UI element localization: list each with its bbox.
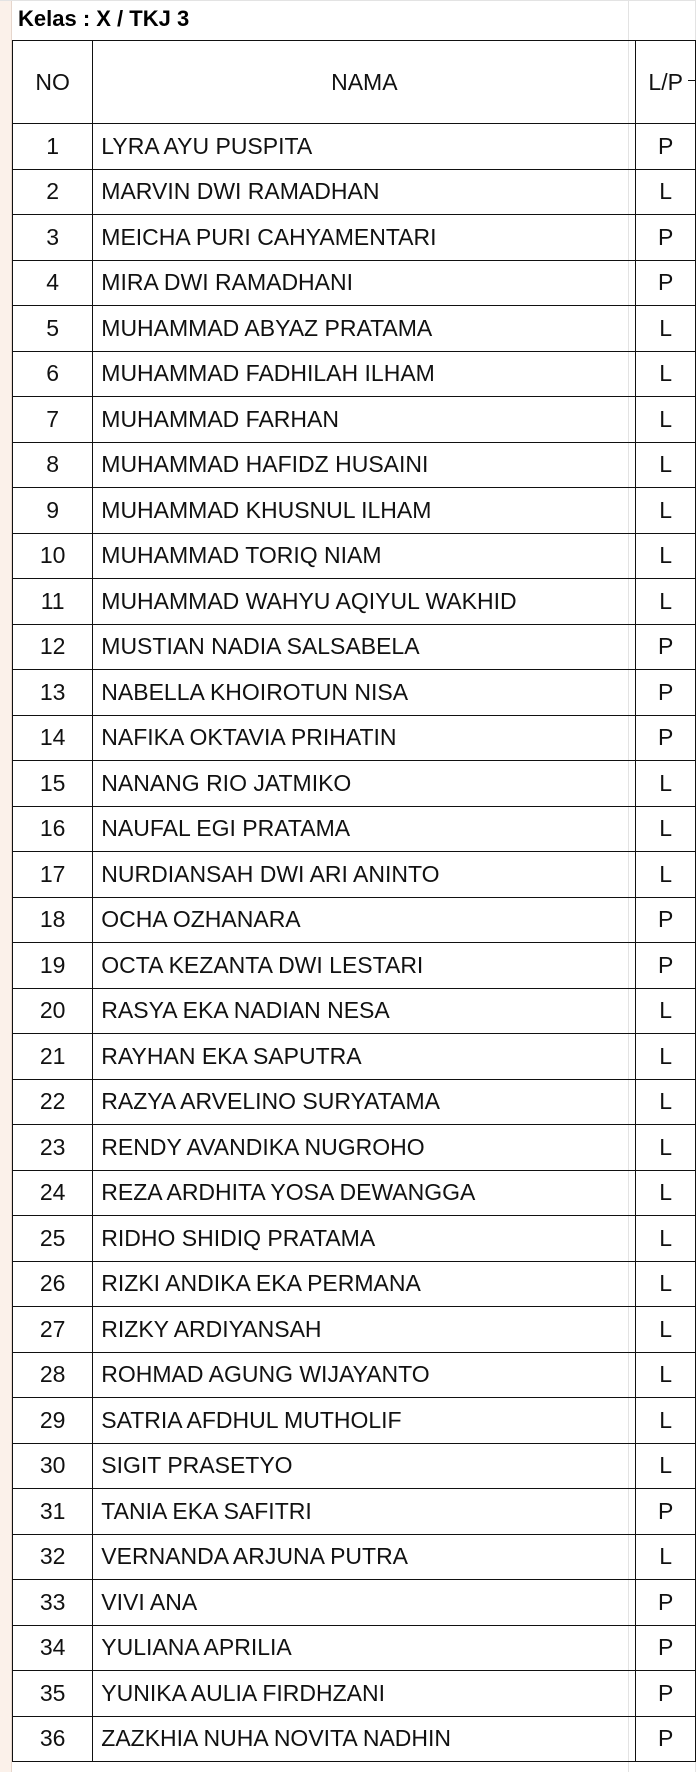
table-row xyxy=(13,1216,696,1262)
row-nama-cell[interactable]: REZA ARDHITA YOSA DEWANGGA xyxy=(93,1170,636,1216)
row-no-cell[interactable]: 14 xyxy=(13,715,93,761)
row-no-cell[interactable]: 23 xyxy=(13,1125,93,1171)
row-nama-cell[interactable]: OCTA KEZANTA DWI LESTARI xyxy=(93,943,636,989)
table-row xyxy=(13,670,696,716)
row-nama-cell[interactable]: SIGIT PRASETYO xyxy=(93,1443,636,1489)
table-row xyxy=(13,897,696,943)
row-lp-cell[interactable]: L xyxy=(636,852,696,898)
row-lp-cell[interactable]: L xyxy=(636,761,696,807)
row-no-cell[interactable]: 5 xyxy=(13,306,93,352)
row-no-cell[interactable]: 24 xyxy=(13,1170,93,1216)
row-nama-cell[interactable]: MUHAMMAD KHUSNUL ILHAM xyxy=(93,488,636,534)
row-no-cell[interactable]: 29 xyxy=(13,1398,93,1444)
table-row xyxy=(13,1170,696,1216)
row-nama-cell[interactable]: RAZYA ARVELINO SURYATAMA xyxy=(93,1079,636,1125)
row-lp-cell[interactable]: L xyxy=(636,488,696,534)
row-lp-cell[interactable]: L xyxy=(636,169,696,215)
row-no-cell[interactable]: 13 xyxy=(13,670,93,716)
row-nama-cell[interactable]: RAYHAN EKA SAPUTRA xyxy=(93,1034,636,1080)
row-nama-cell[interactable]: ZAZKHIA NUHA NOVITA NADHIN xyxy=(93,1716,636,1762)
row-lp-cell[interactable]: L xyxy=(636,533,696,579)
row-lp-cell[interactable]: L xyxy=(636,1216,696,1262)
table-row xyxy=(13,1307,696,1353)
row-lp-cell[interactable]: L xyxy=(636,1079,696,1125)
row-nama-cell[interactable]: SATRIA AFDHUL MUTHOLIF xyxy=(93,1398,636,1444)
row-nama-cell[interactable]: VIVI ANA xyxy=(93,1580,636,1626)
table-row xyxy=(13,488,696,534)
row-lp-cell[interactable]: L xyxy=(636,1307,696,1353)
row-nama-cell[interactable]: LYRA AYU PUSPITA xyxy=(93,124,636,170)
row-nama-cell[interactable]: MUHAMMAD ABYAZ PRATAMA xyxy=(93,306,636,352)
row-lp-cell[interactable]: L xyxy=(636,1034,696,1080)
row-no-cell[interactable]: 11 xyxy=(13,579,93,625)
row-lp-cell[interactable]: P xyxy=(636,124,696,170)
row-lp-cell[interactable]: L xyxy=(636,397,696,443)
row-no-cell[interactable]: 35 xyxy=(13,1671,93,1717)
row-nama-cell[interactable]: RASYA EKA NADIAN NESA xyxy=(93,988,636,1034)
row-no-cell[interactable]: 1 xyxy=(13,124,93,170)
row-nama-cell[interactable]: OCHA OZHANARA xyxy=(93,897,636,943)
row-lp-cell[interactable]: P xyxy=(636,624,696,670)
row-no-cell[interactable]: 8 xyxy=(13,442,93,488)
table-row xyxy=(13,169,696,215)
row-lp-cell[interactable]: L xyxy=(636,306,696,352)
row-no-cell[interactable]: 12 xyxy=(13,624,93,670)
row-header-strip xyxy=(0,0,12,1772)
row-no-cell[interactable]: 4 xyxy=(13,260,93,306)
row-lp-cell[interactable]: L xyxy=(636,806,696,852)
row-lp-cell[interactable]: P xyxy=(636,670,696,716)
row-no-cell[interactable]: 28 xyxy=(13,1352,93,1398)
table-row xyxy=(13,579,696,625)
row-nama-cell[interactable]: MUHAMMAD WAHYU AQIYUL WAKHID xyxy=(93,579,636,625)
table-row xyxy=(13,1716,696,1762)
header-nama-cell[interactable]: NAMA xyxy=(93,41,636,124)
row-no-cell[interactable]: 26 xyxy=(13,1261,93,1307)
row-no-cell[interactable]: 15 xyxy=(13,761,93,807)
row-lp-cell[interactable]: L xyxy=(636,579,696,625)
row-no-cell[interactable]: 2 xyxy=(13,169,93,215)
table-row xyxy=(13,761,696,807)
row-nama-cell[interactable]: MIRA DWI RAMADHANI xyxy=(93,260,636,306)
row-nama-cell[interactable]: VERNANDA ARJUNA PUTRA xyxy=(93,1534,636,1580)
table-row xyxy=(13,1580,696,1626)
row-lp-cell[interactable]: L xyxy=(636,1352,696,1398)
table-row xyxy=(13,806,696,852)
table-row xyxy=(13,442,696,488)
row-nama-cell[interactable]: TANIA EKA SAFITRI xyxy=(93,1489,636,1535)
row-nama-cell[interactable]: NAUFAL EGI PRATAMA xyxy=(93,806,636,852)
table-row xyxy=(13,1671,696,1717)
row-nama-cell[interactable]: MEICHA PURI CAHYAMENTARI xyxy=(93,215,636,261)
row-lp-cell[interactable]: L xyxy=(636,1443,696,1489)
row-no-cell[interactable]: 18 xyxy=(13,897,93,943)
table-row xyxy=(13,351,696,397)
row-no-cell[interactable]: 17 xyxy=(13,852,93,898)
row-no-cell[interactable]: 7 xyxy=(13,397,93,443)
row-nama-cell[interactable]: MUHAMMAD FARHAN xyxy=(93,397,636,443)
row-nama-cell[interactable]: YULIANA APRILIA xyxy=(93,1625,636,1671)
row-no-cell[interactable]: 9 xyxy=(13,488,93,534)
row-nama-cell[interactable]: ROHMAD AGUNG WIJAYANTO xyxy=(93,1352,636,1398)
row-no-cell[interactable]: 19 xyxy=(13,943,93,989)
row-lp-cell[interactable]: L xyxy=(636,1125,696,1171)
row-no-cell[interactable]: 20 xyxy=(13,988,93,1034)
table-row xyxy=(13,1534,696,1580)
row-nama-cell[interactable]: YUNIKA AULIA FIRDHZANI xyxy=(93,1671,636,1717)
row-no-cell[interactable]: 6 xyxy=(13,351,93,397)
column-border-tick xyxy=(688,80,696,81)
row-no-cell[interactable]: 25 xyxy=(13,1216,93,1262)
table-row xyxy=(13,1489,696,1535)
row-nama-cell[interactable]: MUHAMMAD FADHILAH ILHAM xyxy=(93,351,636,397)
header-no-cell[interactable]: NO xyxy=(13,41,93,124)
class-title-cell[interactable]: Kelas : X / TKJ 3 xyxy=(18,6,190,31)
row-lp-cell[interactable]: L xyxy=(636,988,696,1034)
row-lp-cell[interactable]: P xyxy=(636,260,696,306)
row-lp-cell[interactable]: P xyxy=(636,715,696,761)
student-roster-table xyxy=(12,40,696,1762)
row-lp-cell[interactable]: L xyxy=(636,1398,696,1444)
row-nama-cell[interactable]: NABELLA KHOIROTUN NISA xyxy=(93,670,636,716)
row-no-cell[interactable]: 3 xyxy=(13,215,93,261)
row-no-cell[interactable]: 30 xyxy=(13,1443,93,1489)
row-no-cell[interactable]: 10 xyxy=(13,533,93,579)
row-lp-cell[interactable]: P xyxy=(636,1671,696,1717)
row-no-cell[interactable]: 21 xyxy=(13,1034,93,1080)
row-nama-cell[interactable]: NURDIANSAH DWI ARI ANINTO xyxy=(93,852,636,898)
table-row xyxy=(13,1625,696,1671)
table-row xyxy=(13,215,696,261)
row-no-cell[interactable]: 32 xyxy=(13,1534,93,1580)
table-row xyxy=(13,306,696,352)
table-row xyxy=(13,124,696,170)
row-no-cell[interactable]: 16 xyxy=(13,806,93,852)
row-lp-cell[interactable]: L xyxy=(636,442,696,488)
row-nama-cell[interactable]: NAFIKA OKTAVIA PRIHATIN xyxy=(93,715,636,761)
table-row xyxy=(13,943,696,989)
row-nama-cell[interactable]: NANANG RIO JATMIKO xyxy=(93,761,636,807)
table-row xyxy=(13,1261,696,1307)
row-no-cell[interactable]: 31 xyxy=(13,1489,93,1535)
row-no-cell[interactable]: 27 xyxy=(13,1307,93,1353)
table-row xyxy=(13,988,696,1034)
table-row xyxy=(13,1398,696,1444)
table-row xyxy=(13,397,696,443)
table-row xyxy=(13,1079,696,1125)
row-no-cell[interactable]: 34 xyxy=(13,1625,93,1671)
table-row xyxy=(13,1125,696,1171)
row-lp-cell[interactable]: L xyxy=(636,1261,696,1307)
table-row xyxy=(13,1443,696,1489)
row-nama-cell[interactable]: MUHAMMAD TORIQ NIAM xyxy=(93,533,636,579)
row-nama-cell[interactable]: MARVIN DWI RAMADHAN xyxy=(93,169,636,215)
table-row xyxy=(13,624,696,670)
row-lp-cell[interactable]: P xyxy=(636,897,696,943)
row-no-cell[interactable]: 33 xyxy=(13,1580,93,1626)
row-no-cell[interactable]: 36 xyxy=(13,1716,93,1762)
table-header-row xyxy=(13,41,696,124)
row-lp-cell[interactable]: L xyxy=(636,1170,696,1216)
row-nama-cell[interactable]: RENDY AVANDIKA NUGROHO xyxy=(93,1125,636,1171)
table-row xyxy=(13,1034,696,1080)
row-lp-cell[interactable]: P xyxy=(636,1489,696,1535)
row-nama-cell[interactable]: MUHAMMAD HAFIDZ HUSAINI xyxy=(93,442,636,488)
row-lp-cell[interactable]: P xyxy=(636,1625,696,1671)
row-nama-cell[interactable]: RIZKI ANDIKA EKA PERMANA xyxy=(93,1261,636,1307)
row-lp-cell[interactable]: L xyxy=(636,351,696,397)
row-nama-cell[interactable]: MUSTIAN NADIA SALSABELA xyxy=(93,624,636,670)
row-lp-cell[interactable]: L xyxy=(636,1534,696,1580)
row-lp-cell[interactable]: P xyxy=(636,1716,696,1762)
table-row xyxy=(13,852,696,898)
row-lp-cell[interactable]: P xyxy=(636,943,696,989)
row-lp-cell[interactable]: P xyxy=(636,1580,696,1626)
row-nama-cell[interactable]: RIZKY ARDIYANSAH xyxy=(93,1307,636,1353)
table-row xyxy=(13,533,696,579)
table-row xyxy=(13,1352,696,1398)
row-lp-cell[interactable]: P xyxy=(636,215,696,261)
row-nama-cell[interactable]: RIDHO SHIDIQ PRATAMA xyxy=(93,1216,636,1262)
table-row xyxy=(13,715,696,761)
header-lp-cell[interactable]: L/P xyxy=(636,41,696,124)
table-row xyxy=(13,260,696,306)
roster-body xyxy=(13,124,696,1762)
row-no-cell[interactable]: 22 xyxy=(13,1079,93,1125)
